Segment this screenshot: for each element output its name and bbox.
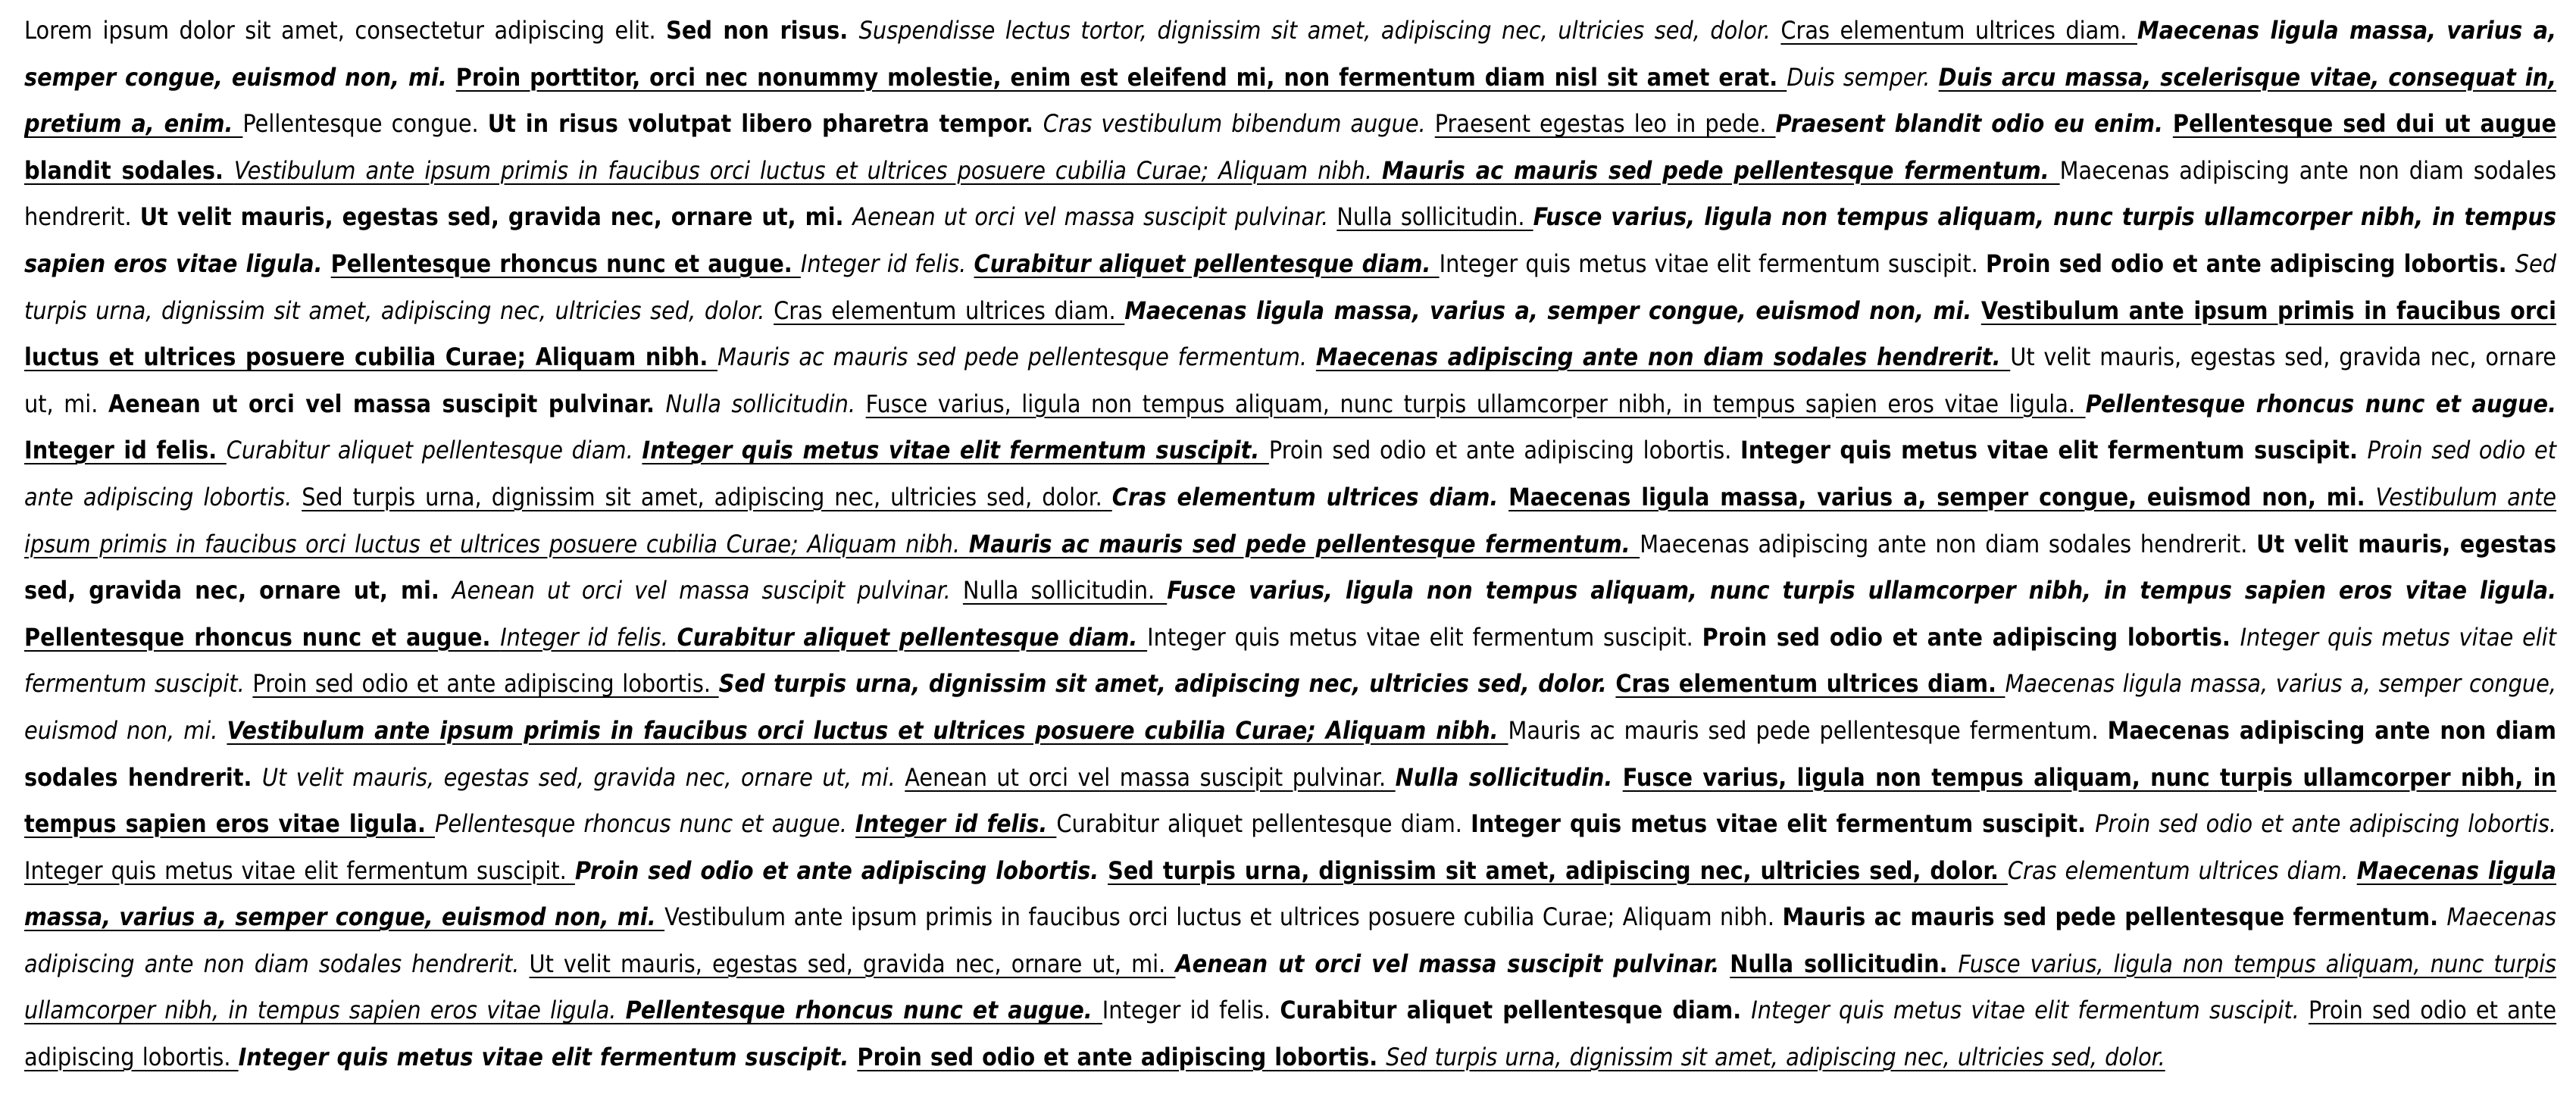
- text-run: Maecenas adipiscing ante non diam sodales hendrerit.: [1315, 342, 2011, 372]
- text-run: Maecenas adipiscing ante non diam sodales hendrerit.: [24, 715, 2557, 792]
- text-run: Ut velit mauris, egestas sed, gravida nec, ornare ut, mi.: [24, 342, 2557, 418]
- text-run: Curabitur aliquet pellentesque diam.: [1056, 809, 1471, 839]
- text-run: Ut in risus volutpat libero pharetra tempor.: [487, 109, 1043, 139]
- text-run: Proin sed odio et ante adipiscing lobortis.: [2095, 809, 2557, 839]
- text-run: Proin sed odio et ante adipiscing lobortis.: [24, 996, 2557, 1072]
- text-run: Proin sed odio et ante adipiscing lobortis.: [252, 669, 719, 699]
- text-run: Proin porttitor, orci nec nonummy molestie, enim est eleifend mi, non fermentum diam nisl sit amet erat.: [455, 62, 1787, 92]
- text-run: Suspendisse lectus tortor, dignissim sit amet, adipiscing nec, ultricies sed, dolor.: [858, 16, 1781, 45]
- text-run: Pellentesque rhoncus nunc et augue.: [330, 249, 801, 278]
- text-run: Integer quis metus vitae elit fermentum suscipit.: [1471, 809, 2096, 839]
- text-run: Pellentesque rhoncus nunc et augue.: [434, 809, 856, 839]
- text-run: Proin sed odio et ante adipiscing lobortis.: [1268, 436, 1741, 465]
- text-run: Aenean ut orci vel massa suscipit pulvinar.: [1175, 949, 1730, 978]
- text-run: Praesent blandit odio eu enim.: [1775, 109, 2173, 139]
- text-run: Sed turpis urna, dignissim sit amet, adipiscing nec, ultricies sed, dolor.: [1108, 855, 2008, 885]
- text-run: Nulla sollicitudin.: [962, 576, 1168, 605]
- text-run: Nulla sollicitudin.: [1395, 762, 1623, 792]
- text-run: Integer id felis.: [800, 249, 974, 278]
- text-run: Fusce varius, ligula non tempus aliquam, nunc turpis ullamcorper nibh, in tempus sapien eros vitae ligula.: [24, 762, 2557, 839]
- text-run: Integer quis metus vitae elit fermentum suscipit.: [24, 622, 2557, 699]
- text-run: Proin sed odio et ante adipiscing lobortis.: [574, 855, 1108, 885]
- text-run: Integer id felis.: [1102, 996, 1280, 1025]
- text-run: Integer quis metus vitae elit fermentum suscipit.: [238, 1043, 858, 1072]
- text-run: Proin sed odio et ante adipiscing lobortis.: [1702, 622, 2240, 652]
- text-run: Sed turpis urna, dignissim sit amet, adipiscing nec, ultricies sed, dolor.: [1386, 1043, 2165, 1072]
- text-run: Fusce varius, ligula non tempus aliquam, nunc turpis ullamcorper nibh, in tempus sapien eros vitae ligula.: [24, 202, 2557, 278]
- text-run: Integer quis metus vitae elit fermentum suscipit.: [1439, 249, 1986, 278]
- text-run: Aenean ut orci vel massa suscipit pulvinar.: [452, 576, 963, 605]
- text-run: Fusce varius, ligula non tempus aliquam, nunc turpis ullamcorper nibh, in tempus sapien eros vitae ligula.: [865, 389, 2086, 418]
- text-run: Cras elementum ultrices diam.: [2007, 855, 2357, 885]
- text-run: Integer quis metus vitae elit fermentum suscipit.: [1740, 436, 2368, 465]
- text-run: Curabitur aliquet pellentesque diam.: [974, 249, 1440, 278]
- text-run: Mauris ac mauris sed pede pellentesque fermentum.: [1508, 715, 2108, 745]
- text-run: Integer quis metus vitae elit fermentum suscipit.: [1751, 996, 2309, 1025]
- text-run: Maecenas ligula massa, varius a, semper congue, euismod non, mi.: [24, 669, 2557, 745]
- text-run: Cras elementum ultrices diam.: [1111, 482, 1509, 511]
- text-run: Maecenas adipiscing ante non diam sodales hendrerit.: [24, 155, 2557, 232]
- text-run: Pellentesque sed dui ut augue blandit sodales.: [24, 109, 2557, 185]
- text-run: Vestibulum ante ipsum primis in faucibus orci luctus et ultrices posuere cubilia Curae; Aliquam nibh.: [24, 296, 2557, 372]
- text-run: Curabitur aliquet pellentesque diam.: [226, 436, 642, 465]
- text-run: Pellentesque congue.: [242, 109, 488, 139]
- text-run: Integer id felis.: [24, 436, 227, 465]
- text-run: Cras elementum ultrices diam.: [1615, 669, 2005, 699]
- text-run: Proin sed odio et ante adipiscing lobortis.: [857, 1043, 1386, 1072]
- text-run: Duis arcu massa, scelerisque vitae, consequat in, pretium a, enim.: [24, 62, 2557, 139]
- text-run: Ut velit mauris, egestas sed, gravida nec, ornare ut, mi.: [261, 762, 905, 792]
- text-run: Curabitur aliquet pellentesque diam.: [1280, 996, 1752, 1025]
- text-run: Ut velit mauris, egestas sed, gravida nec, ornare ut, mi.: [24, 529, 2557, 605]
- text-run: Sed turpis urna, dignissim sit amet, adipiscing nec, ultricies sed, dolor.: [718, 669, 1616, 699]
- text-run: Cras vestibulum bibendum augue.: [1043, 109, 1435, 139]
- text-run: Nulla sollicitudin.: [1730, 949, 1959, 978]
- text-run: Integer quis metus vitae elit fermentum suscipit.: [24, 855, 575, 885]
- text-run: Integer id felis.: [855, 809, 1057, 839]
- text-run: Praesent egestas leo in pede.: [1434, 109, 1776, 139]
- text-run: Sed turpis urna, dignissim sit amet, adipiscing nec, ultricies sed, dolor.: [24, 249, 2556, 325]
- text-run: Cras elementum ultrices diam.: [774, 296, 1125, 325]
- text-run: Sed turpis urna, dignissim sit amet, adipiscing nec, ultricies sed, dolor.: [302, 482, 1112, 511]
- text-run: Ut velit mauris, egestas sed, gravida nec, ornare ut, mi.: [139, 202, 853, 232]
- text-run: Lorem ipsum dolor sit amet, consectetur adipiscing elit.: [24, 16, 667, 45]
- text-run: Proin sed odio et ante adipiscing lobortis.: [1986, 249, 2515, 278]
- text-run: Vestibulum ante ipsum primis in faucibus orci luctus et ultrices posuere cubilia Curae; Aliquam nibh.: [24, 482, 2557, 558]
- text-run: Pellentesque rhoncus nunc et augue.: [625, 996, 1102, 1025]
- text-run: Aenean ut orci vel massa suscipit pulvinar.: [852, 202, 1337, 232]
- text-run: Curabitur aliquet pellentesque diam.: [677, 622, 1148, 652]
- text-run: Nulla sollicitudin.: [1336, 202, 1533, 232]
- text-run: Sed non risus.: [666, 16, 859, 45]
- text-run: Mauris ac mauris sed pede pellentesque fermentum.: [717, 342, 1316, 372]
- text-run: Ut velit mauris, egestas sed, gravida nec, ornare ut, mi.: [529, 949, 1176, 978]
- text-run: Fusce varius, ligula non tempus aliquam, nunc turpis ullamcorper nibh, in tempus sapien eros vitae ligula.: [1167, 576, 2557, 605]
- text-run: Aenean ut orci vel massa suscipit pulvinar.: [905, 762, 1396, 792]
- text-run: Integer quis metus vitae elit fermentum suscipit.: [1147, 622, 1702, 652]
- text-run: Mauris ac mauris sed pede pellentesque fermentum.: [1782, 902, 2447, 932]
- text-run: Vestibulum ante ipsum primis in faucibus orci luctus et ultrices posuere cubilia Curae; Aliquam nibh.: [233, 155, 1383, 185]
- text-run: Pellentesque rhoncus nunc et augue.: [24, 622, 501, 652]
- text-run: Cras elementum ultrices diam.: [1780, 16, 2137, 45]
- text-run: Fusce varius, ligula non tempus aliquam, nunc turpis ullamcorper nibh, in tempus sapien eros vitae ligula.: [24, 949, 2557, 1025]
- text-run: Vestibulum ante ipsum primis in faucibus orci luctus et ultrices posuere cubilia Curae; Aliquam nibh.: [664, 902, 1783, 932]
- text-run: Proin sed odio et ante adipiscing lobortis.: [24, 436, 2557, 511]
- text-run: Maecenas ligula massa, varius a, semper congue, euismod non, mi.: [24, 855, 2557, 932]
- text-run: Maecenas adipiscing ante non diam sodales hendrerit.: [24, 902, 2557, 978]
- text-run: Maecenas ligula massa, varius a, semper congue, euismod non, mi.: [1508, 482, 2376, 511]
- text-run: Mauris ac mauris sed pede pellentesque fermentum.: [968, 529, 1640, 558]
- text-run: Maecenas ligula massa, varius a, semper congue, euismod non, mi.: [1124, 296, 1981, 325]
- text-run: Aenean ut orci vel massa suscipit pulvinar.: [108, 389, 666, 418]
- text-run: Pellentesque rhoncus nunc et augue.: [2085, 389, 2557, 418]
- text-run: Maecenas ligula massa, varius a, semper congue, euismod non, mi.: [24, 16, 2557, 92]
- text-run: Integer id felis.: [500, 622, 677, 652]
- text-run: Integer quis metus vitae elit fermentum suscipit.: [642, 436, 1269, 465]
- text-run: Mauris ac mauris sed pede pellentesque fermentum.: [1382, 155, 2060, 185]
- text-run: Nulla sollicitudin.: [665, 389, 866, 418]
- document-body: [24, 8, 2556, 1081]
- text-run: Duis semper.: [1787, 62, 1939, 92]
- text-run: Vestibulum ante ipsum primis in faucibus orci luctus et ultrices posuere cubilia Curae; Aliquam nibh.: [227, 715, 1508, 745]
- text-run: Maecenas adipiscing ante non diam sodales hendrerit.: [1640, 529, 2257, 558]
